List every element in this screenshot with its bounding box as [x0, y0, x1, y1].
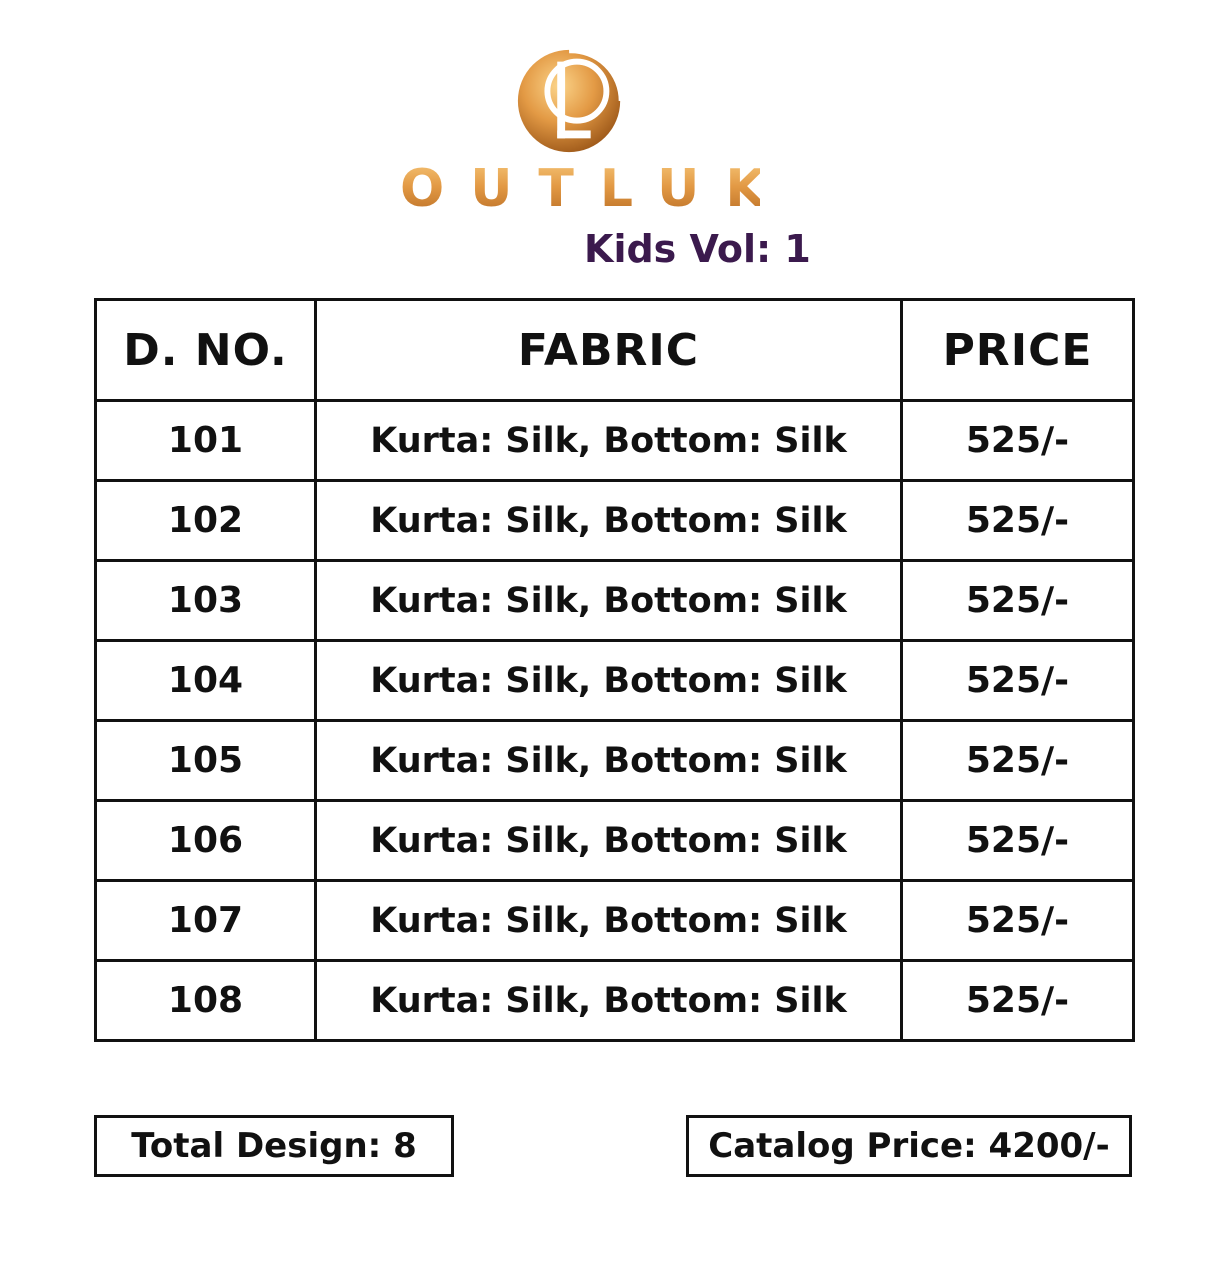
fabric-description: Kurta: Silk, Bottom: Silk: [316, 401, 902, 481]
brand-name: OUTLUK: [400, 159, 792, 219]
table-row: [96, 401, 1134, 481]
design-number: 101: [96, 401, 316, 481]
design-price: 525/-: [902, 641, 1134, 721]
design-number: 102: [96, 481, 316, 561]
table-row: [96, 561, 1134, 641]
table-row: [96, 641, 1134, 721]
design-price: 525/-: [902, 481, 1134, 561]
table-row: [96, 881, 1134, 961]
header-d-no: D. NO.: [96, 300, 316, 401]
design-number: 106: [96, 801, 316, 881]
design-price: 525/-: [902, 721, 1134, 801]
header-price: PRICE: [902, 300, 1134, 401]
design-price: 525/-: [902, 401, 1134, 481]
header-fabric: FABRIC: [316, 300, 902, 401]
design-number: 107: [96, 881, 316, 961]
fabric-description: Kurta: Silk, Bottom: Silk: [316, 721, 902, 801]
design-price: 525/-: [902, 561, 1134, 641]
fabric-description: Kurta: Silk, Bottom: Silk: [316, 641, 902, 721]
fabric-description: Kurta: Silk, Bottom: Silk: [316, 961, 902, 1041]
table-row: [96, 801, 1134, 881]
design-number: 104: [96, 641, 316, 721]
fabric-description: Kurta: Silk, Bottom: Silk: [316, 801, 902, 881]
catalog-subtitle: Kids Vol: 1: [584, 227, 811, 271]
fabric-description: Kurta: Silk, Bottom: Silk: [316, 881, 902, 961]
total-design-box: Total Design: 8: [94, 1115, 454, 1177]
design-number: 108: [96, 961, 316, 1041]
brand-logo-icon: [512, 40, 630, 158]
design-price: 525/-: [902, 801, 1134, 881]
table-row: [96, 481, 1134, 561]
design-number: 105: [96, 721, 316, 801]
fabric-description: Kurta: Silk, Bottom: Silk: [316, 481, 902, 561]
catalog-price-box: Catalog Price: 4200/-: [686, 1115, 1132, 1177]
design-number: 103: [96, 561, 316, 641]
design-price: 525/-: [902, 881, 1134, 961]
design-price-table: [94, 298, 1135, 1042]
table-header-row: [96, 300, 1134, 401]
table-row: [96, 961, 1134, 1041]
table-row: [96, 721, 1134, 801]
design-price: 525/-: [902, 961, 1134, 1041]
fabric-description: Kurta: Silk, Bottom: Silk: [316, 561, 902, 641]
